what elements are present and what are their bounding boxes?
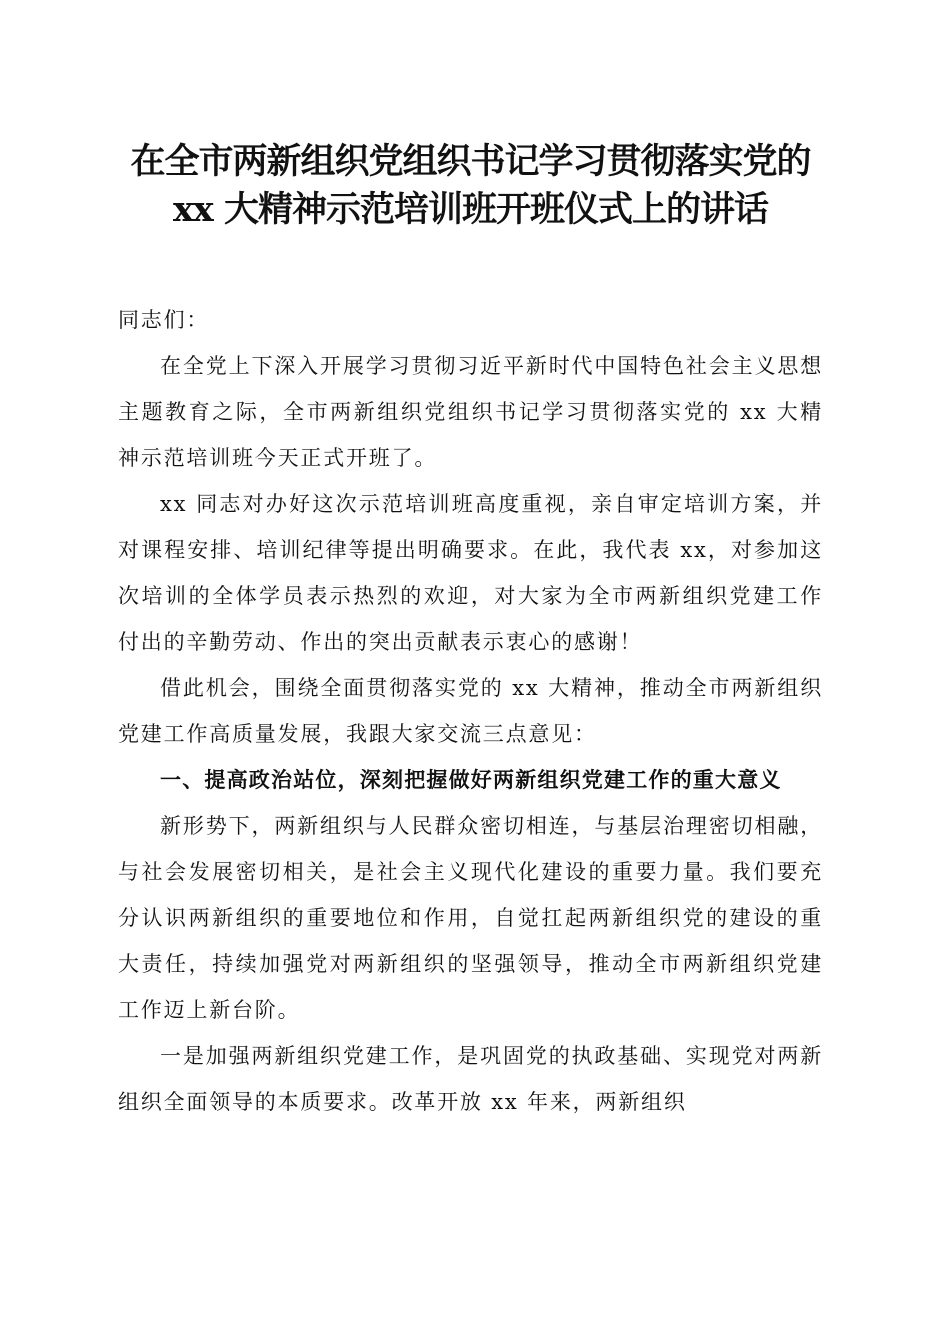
title-line-2: xx 大精神示范培训班开班仪式上的讲话 — [173, 189, 768, 230]
paragraph-thanks: xx 同志对办好这次示范培训班高度重视，亲自审定培训方案，并对课程安排、培训纪律等提出明确要求。在此，我代表 xx，对参加这次培训的全体学员表示热烈的欢迎，对大家为全市两新组织党建工作付出的辛勤劳动、作出的突出贡献表示衷心的感谢！ — [118, 492, 823, 654]
salutation: 同志们： — [118, 308, 210, 332]
section-1-paragraph: 新形势下，两新组织与人民群众密切相连，与基层治理密切相融，与社会发展密切相关，是社会主义现代化建设的重要力量。我们要充分认识两新组织的重要地位和作用，自觉扛起两新组织党的建设的重大责任，持续加强党对两新组织的坚强领导，推动全市两新组织党建工作迈上新台阶。 — [118, 814, 823, 1022]
section-heading-1: 一、提高政治站位，深刻把握做好两新组织党建工作的重大意义 — [160, 768, 782, 792]
title-line-1: 在全市两新组织党组织书记学习贯彻落实党的 — [130, 141, 811, 182]
speech-text — [118, 297, 823, 1125]
document-title — [118, 0, 823, 234]
paragraph-purpose: 借此机会，围绕全面贯彻落实党的 xx 大精神，推动全市两新组织党建工作高质量发展，我跟大家交流三点意见： — [118, 676, 823, 746]
section-1-point-1: 一是加强两新组织党建工作，是巩固党的执政基础、实现党对两新组织全面领导的本质要求。改革开放 xx 年来，两新组织 — [118, 1044, 823, 1114]
document-body — [118, 0, 823, 1125]
paragraph-intro: 在全党上下深入开展学习贯彻习近平新时代中国特色社会主义思想主题教育之际，全市两新组织党组织书记学习贯彻落实党的 xx 大精神示范培训班今天正式开班了。 — [118, 354, 823, 470]
